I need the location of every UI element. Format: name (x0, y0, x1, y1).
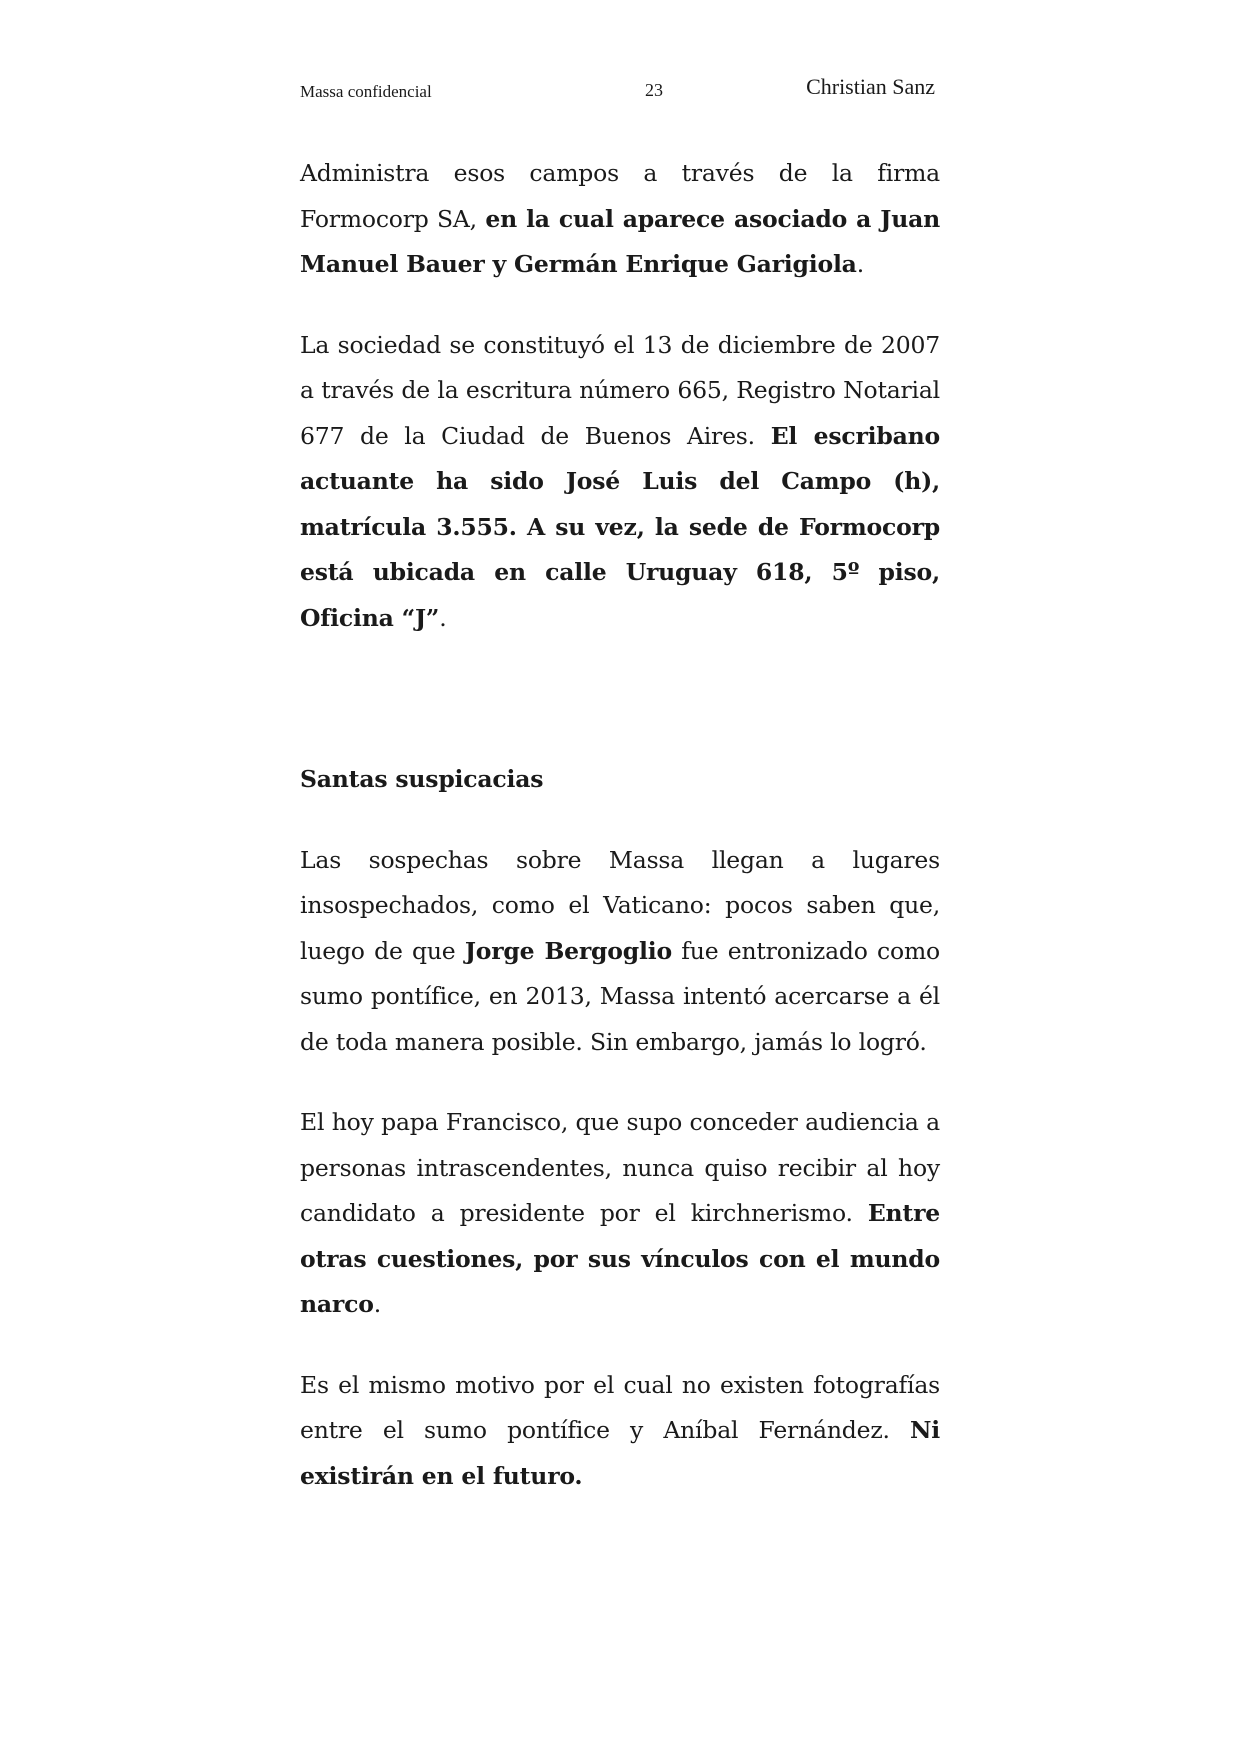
section-heading: Santas suspicacias (300, 765, 544, 793)
paragraph-francisco (300, 1100, 940, 1328)
paragraph-bold-text: El escribano actuante ha sido José Luis del Campo (h), matrícula 3.555. A su vez, la sede de Formocorp está ubicada en calle Uruguay 618, 5º piso, Oficina “J” (300, 421, 941, 632)
paragraph-bold-text: en la cual aparece asociado a Juan Manuel Bauer y Germán Enrique Garigiola (300, 204, 940, 278)
paragraph-text: . (373, 1290, 381, 1318)
paragraph-text: . (439, 603, 447, 632)
paragraph-text: La sociedad se constituyó el 13 de diciembre de 2007 a través de la escritura número 665, Registro Notarial 677 de la Ciudad de Buenos Aires. (300, 330, 940, 450)
paragraph-bold-text: Ni existirán en el futuro. (300, 1416, 940, 1490)
paragraph-fotografias (300, 1363, 940, 1500)
author-name: Christian Sanz (806, 74, 935, 99)
book-title: Massa confidencial (300, 82, 432, 101)
paragraph-formocorp (300, 151, 940, 288)
paragraph-text: Administra esos campos a través de la firma Formocorp SA, (300, 159, 940, 233)
paragraph-text: . (856, 250, 864, 278)
page-number: 23 (645, 80, 663, 100)
paragraph-text: El hoy papa Francisco, que supo conceder audiencia a personas intrascendentes, nunca quiso recibir al hoy candidato a presidente por el kirchnerismo. (300, 1108, 940, 1227)
paragraph-text: Es el mismo motivo por el cual no existen fotografías entre el sumo pontífice y Aníbal Fernández. (300, 1370, 940, 1444)
paragraph-bold-text: Entre otras cuestiones, por sus vínculos con el mundo narco (300, 1199, 940, 1318)
paragraph-sospechas (300, 838, 940, 1066)
paragraph-sociedad (300, 323, 940, 642)
paragraph-text: Las sospechas sobre Massa llegan a lugares insospechados, como el Vaticano: pocos saben que, luego de que (300, 845, 940, 965)
paragraph-bold-text: Jorge Bergoglio (464, 936, 672, 965)
page-header (300, 74, 940, 104)
paragraph-text: fue entronizado como sumo pontífice, en 2013, Massa intentó acercarse a él de toda manera posible. Sin embargo, jamás lo logró. (300, 936, 940, 1056)
page-body (300, 151, 940, 1499)
